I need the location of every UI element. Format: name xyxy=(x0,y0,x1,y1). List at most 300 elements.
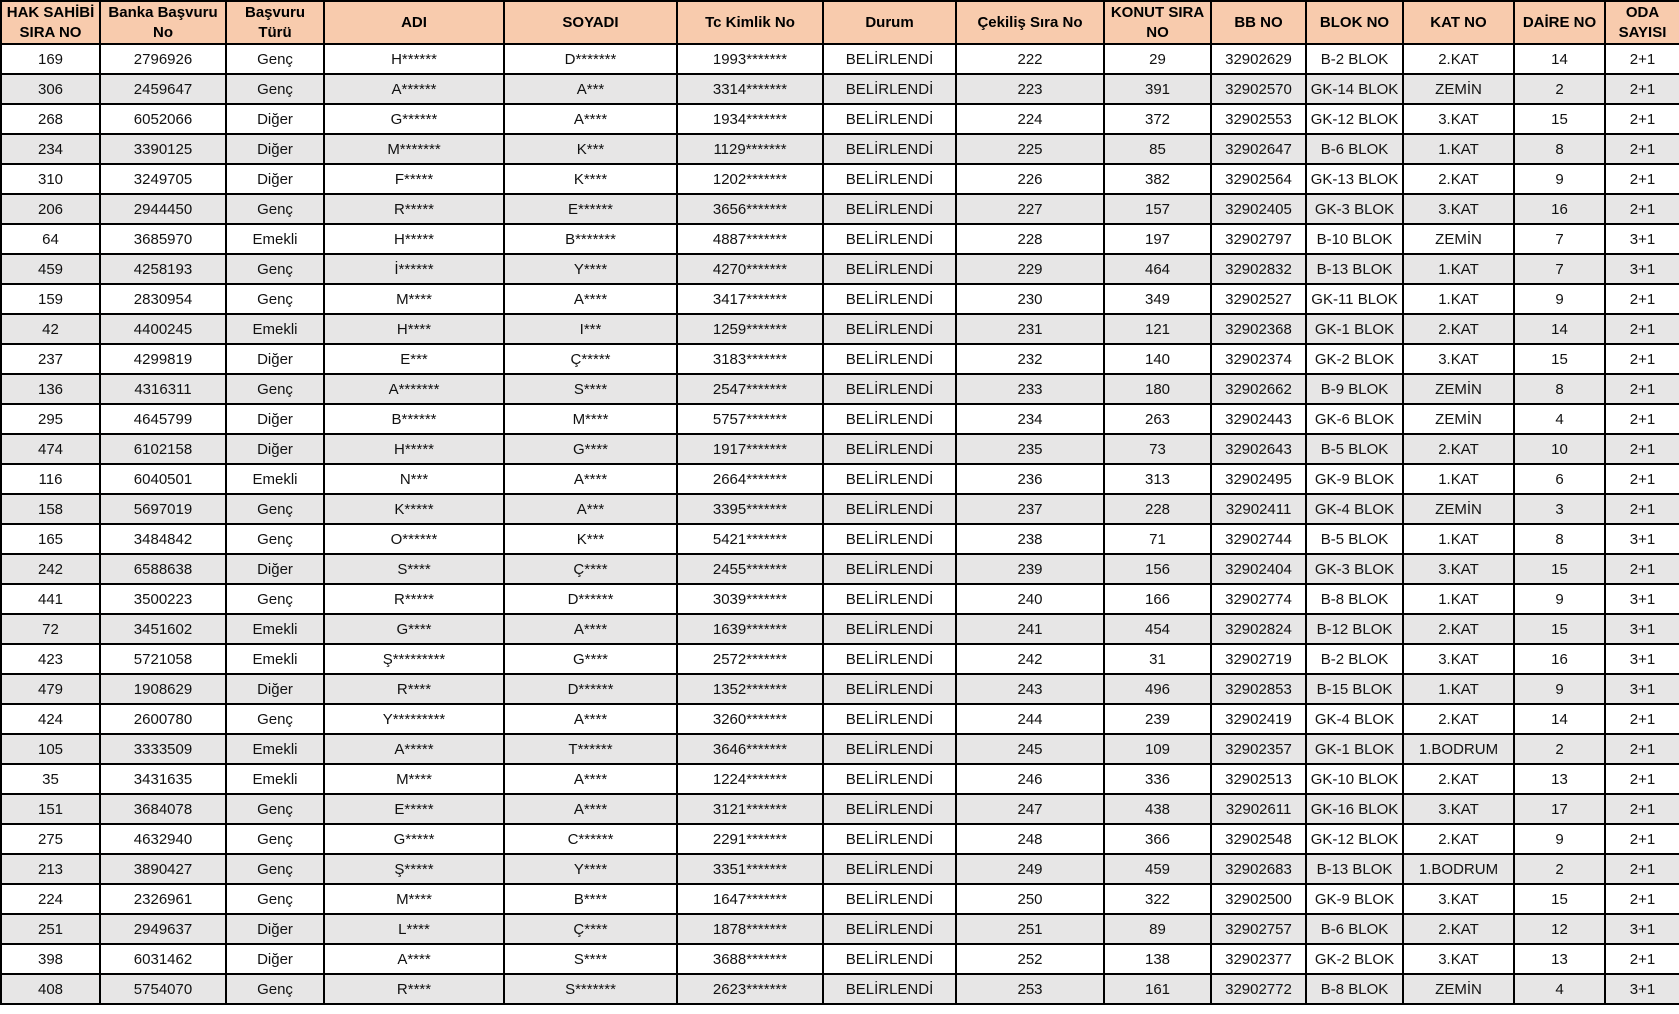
cell-bb[interactable]: 32902495 xyxy=(1211,464,1306,494)
cell-soyadi[interactable]: A*** xyxy=(504,74,677,104)
cell-tc[interactable]: 1917******* xyxy=(677,434,823,464)
cell-durum[interactable]: BELİRLENDİ xyxy=(823,224,956,254)
cell-daire[interactable]: 2 xyxy=(1514,854,1605,884)
cell-cekilis[interactable]: 223 xyxy=(956,74,1104,104)
cell-daire[interactable]: 9 xyxy=(1514,674,1605,704)
cell-kat[interactable]: ZEMİN xyxy=(1403,74,1514,104)
cell-soyadi[interactable]: K*** xyxy=(504,134,677,164)
cell-tur[interactable]: Genç xyxy=(226,374,324,404)
cell-adi[interactable]: H****** xyxy=(324,44,504,74)
cell-banka[interactable]: 6052066 xyxy=(100,104,226,134)
cell-daire[interactable]: 4 xyxy=(1514,404,1605,434)
cell-hak[interactable]: 213 xyxy=(1,854,100,884)
cell-cekilis[interactable]: 252 xyxy=(956,944,1104,974)
cell-bb[interactable]: 32902774 xyxy=(1211,584,1306,614)
cell-soyadi[interactable]: A**** xyxy=(504,464,677,494)
cell-kat[interactable]: 1.KAT xyxy=(1403,584,1514,614)
cell-adi[interactable]: G**** xyxy=(324,614,504,644)
cell-bb[interactable]: 32902683 xyxy=(1211,854,1306,884)
cell-tc[interactable]: 1259******* xyxy=(677,314,823,344)
cell-soyadi[interactable]: K*** xyxy=(504,524,677,554)
cell-tur[interactable]: Diğer xyxy=(226,104,324,134)
cell-adi[interactable]: M**** xyxy=(324,764,504,794)
cell-daire[interactable]: 8 xyxy=(1514,374,1605,404)
cell-oda[interactable]: 2+1 xyxy=(1605,554,1679,584)
cell-kat[interactable]: 1.BODRUM xyxy=(1403,734,1514,764)
cell-banka[interactable]: 6031462 xyxy=(100,944,226,974)
cell-konut[interactable]: 156 xyxy=(1104,554,1211,584)
cell-banka[interactable]: 4258193 xyxy=(100,254,226,284)
cell-soyadi[interactable]: A**** xyxy=(504,764,677,794)
cell-kat[interactable]: ZEMİN xyxy=(1403,494,1514,524)
cell-blok[interactable]: GK-12 BLOK xyxy=(1306,104,1403,134)
cell-cekilis[interactable]: 225 xyxy=(956,134,1104,164)
cell-oda[interactable]: 3+1 xyxy=(1605,524,1679,554)
cell-daire[interactable]: 9 xyxy=(1514,164,1605,194)
cell-blok[interactable]: B-9 BLOK xyxy=(1306,374,1403,404)
cell-daire[interactable]: 7 xyxy=(1514,254,1605,284)
cell-adi[interactable]: H***** xyxy=(324,224,504,254)
cell-tur[interactable]: Emekli xyxy=(226,464,324,494)
cell-tur[interactable]: Diğer xyxy=(226,164,324,194)
cell-banka[interactable]: 2944450 xyxy=(100,194,226,224)
cell-tc[interactable]: 3395******* xyxy=(677,494,823,524)
cell-tc[interactable]: 1993******* xyxy=(677,44,823,74)
cell-soyadi[interactable]: S**** xyxy=(504,374,677,404)
cell-konut[interactable]: 391 xyxy=(1104,74,1211,104)
cell-hak[interactable]: 424 xyxy=(1,704,100,734)
col-header-oda-sayisi[interactable]: ODA SAYISI xyxy=(1605,1,1679,44)
cell-blok[interactable]: B-5 BLOK xyxy=(1306,434,1403,464)
cell-durum[interactable]: BELİRLENDİ xyxy=(823,344,956,374)
cell-soyadi[interactable]: Y**** xyxy=(504,854,677,884)
cell-bb[interactable]: 32902757 xyxy=(1211,914,1306,944)
cell-blok[interactable]: GK-4 BLOK xyxy=(1306,494,1403,524)
cell-adi[interactable]: K***** xyxy=(324,494,504,524)
cell-bb[interactable]: 32902824 xyxy=(1211,614,1306,644)
cell-banka[interactable]: 5754070 xyxy=(100,974,226,1004)
col-header-basvuru-turu[interactable]: Başvuru Türü xyxy=(226,1,324,44)
cell-blok[interactable]: GK-4 BLOK xyxy=(1306,704,1403,734)
cell-blok[interactable]: B-15 BLOK xyxy=(1306,674,1403,704)
cell-banka[interactable]: 4400245 xyxy=(100,314,226,344)
cell-cekilis[interactable]: 241 xyxy=(956,614,1104,644)
cell-durum[interactable]: BELİRLENDİ xyxy=(823,524,956,554)
cell-daire[interactable]: 7 xyxy=(1514,224,1605,254)
cell-durum[interactable]: BELİRLENDİ xyxy=(823,104,956,134)
cell-kat[interactable]: 2.KAT xyxy=(1403,614,1514,644)
cell-blok[interactable]: B-13 BLOK xyxy=(1306,254,1403,284)
cell-adi[interactable]: E*** xyxy=(324,344,504,374)
cell-tc[interactable]: 3656******* xyxy=(677,194,823,224)
cell-durum[interactable]: BELİRLENDİ xyxy=(823,254,956,284)
cell-tur[interactable]: Genç xyxy=(226,494,324,524)
cell-kat[interactable]: 3.KAT xyxy=(1403,944,1514,974)
cell-adi[interactable]: G***** xyxy=(324,824,504,854)
cell-adi[interactable]: A**** xyxy=(324,944,504,974)
cell-soyadi[interactable]: A**** xyxy=(504,704,677,734)
cell-oda[interactable]: 2+1 xyxy=(1605,734,1679,764)
cell-tc[interactable]: 1129******* xyxy=(677,134,823,164)
cell-banka[interactable]: 4632940 xyxy=(100,824,226,854)
col-header-konut-sira-no[interactable]: KONUT SIRA NO xyxy=(1104,1,1211,44)
cell-soyadi[interactable]: D****** xyxy=(504,584,677,614)
cell-banka[interactable]: 6588638 xyxy=(100,554,226,584)
cell-kat[interactable]: 1.KAT xyxy=(1403,464,1514,494)
cell-tur[interactable]: Diğer xyxy=(226,554,324,584)
cell-cekilis[interactable]: 231 xyxy=(956,314,1104,344)
cell-daire[interactable]: 15 xyxy=(1514,344,1605,374)
cell-oda[interactable]: 2+1 xyxy=(1605,434,1679,464)
cell-tc[interactable]: 3314******* xyxy=(677,74,823,104)
cell-bb[interactable]: 32902527 xyxy=(1211,284,1306,314)
cell-oda[interactable]: 2+1 xyxy=(1605,884,1679,914)
cell-konut[interactable]: 197 xyxy=(1104,224,1211,254)
cell-blok[interactable]: GK-13 BLOK xyxy=(1306,164,1403,194)
cell-tc[interactable]: 1878******* xyxy=(677,914,823,944)
cell-durum[interactable]: BELİRLENDİ xyxy=(823,974,956,1004)
cell-oda[interactable]: 2+1 xyxy=(1605,494,1679,524)
cell-konut[interactable]: 73 xyxy=(1104,434,1211,464)
cell-tur[interactable]: Diğer xyxy=(226,674,324,704)
cell-banka[interactable]: 2949637 xyxy=(100,914,226,944)
cell-bb[interactable]: 32902548 xyxy=(1211,824,1306,854)
cell-cekilis[interactable]: 243 xyxy=(956,674,1104,704)
cell-kat[interactable]: 3.KAT xyxy=(1403,194,1514,224)
cell-hak[interactable]: 136 xyxy=(1,374,100,404)
cell-daire[interactable]: 8 xyxy=(1514,524,1605,554)
cell-tur[interactable]: Genç xyxy=(226,884,324,914)
cell-tur[interactable]: Genç xyxy=(226,584,324,614)
cell-cekilis[interactable]: 222 xyxy=(956,44,1104,74)
cell-durum[interactable]: BELİRLENDİ xyxy=(823,794,956,824)
cell-bb[interactable]: 32902564 xyxy=(1211,164,1306,194)
cell-cekilis[interactable]: 232 xyxy=(956,344,1104,374)
cell-tur[interactable]: Genç xyxy=(226,254,324,284)
cell-tc[interactable]: 3260******* xyxy=(677,704,823,734)
cell-adi[interactable]: H**** xyxy=(324,314,504,344)
cell-cekilis[interactable]: 237 xyxy=(956,494,1104,524)
cell-tur[interactable]: Genç xyxy=(226,44,324,74)
col-header-daire-no[interactable]: DAİRE NO xyxy=(1514,1,1605,44)
cell-durum[interactable]: BELİRLENDİ xyxy=(823,194,956,224)
cell-konut[interactable]: 464 xyxy=(1104,254,1211,284)
cell-kat[interactable]: 2.KAT xyxy=(1403,914,1514,944)
cell-konut[interactable]: 166 xyxy=(1104,584,1211,614)
cell-tc[interactable]: 5421******* xyxy=(677,524,823,554)
cell-bb[interactable]: 32902419 xyxy=(1211,704,1306,734)
cell-oda[interactable]: 3+1 xyxy=(1605,644,1679,674)
cell-blok[interactable]: GK-3 BLOK xyxy=(1306,194,1403,224)
cell-blok[interactable]: B-6 BLOK xyxy=(1306,134,1403,164)
cell-daire[interactable]: 9 xyxy=(1514,824,1605,854)
cell-cekilis[interactable]: 227 xyxy=(956,194,1104,224)
cell-tc[interactable]: 1934******* xyxy=(677,104,823,134)
cell-bb[interactable]: 32902744 xyxy=(1211,524,1306,554)
cell-daire[interactable]: 17 xyxy=(1514,794,1605,824)
cell-durum[interactable]: BELİRLENDİ xyxy=(823,134,956,164)
cell-soyadi[interactable]: G**** xyxy=(504,644,677,674)
cell-adi[interactable]: R***** xyxy=(324,584,504,614)
cell-soyadi[interactable]: B******* xyxy=(504,224,677,254)
cell-oda[interactable]: 2+1 xyxy=(1605,194,1679,224)
cell-blok[interactable]: B-6 BLOK xyxy=(1306,914,1403,944)
cell-konut[interactable]: 336 xyxy=(1104,764,1211,794)
cell-oda[interactable]: 2+1 xyxy=(1605,134,1679,164)
cell-kat[interactable]: ZEMİN xyxy=(1403,974,1514,1004)
cell-tc[interactable]: 2455******* xyxy=(677,554,823,584)
cell-oda[interactable]: 3+1 xyxy=(1605,974,1679,1004)
cell-daire[interactable]: 3 xyxy=(1514,494,1605,524)
cell-tc[interactable]: 3121******* xyxy=(677,794,823,824)
cell-daire[interactable]: 10 xyxy=(1514,434,1605,464)
cell-soyadi[interactable]: E****** xyxy=(504,194,677,224)
cell-daire[interactable]: 9 xyxy=(1514,284,1605,314)
cell-kat[interactable]: 3.KAT xyxy=(1403,554,1514,584)
cell-banka[interactable]: 2459647 xyxy=(100,74,226,104)
cell-oda[interactable]: 2+1 xyxy=(1605,854,1679,884)
cell-durum[interactable]: BELİRLENDİ xyxy=(823,674,956,704)
cell-cekilis[interactable]: 242 xyxy=(956,644,1104,674)
cell-konut[interactable]: 459 xyxy=(1104,854,1211,884)
cell-bb[interactable]: 32902443 xyxy=(1211,404,1306,434)
cell-tur[interactable]: Genç xyxy=(226,194,324,224)
cell-tc[interactable]: 3039******* xyxy=(677,584,823,614)
cell-blok[interactable]: GK-6 BLOK xyxy=(1306,404,1403,434)
cell-daire[interactable]: 8 xyxy=(1514,134,1605,164)
cell-blok[interactable]: B-8 BLOK xyxy=(1306,584,1403,614)
cell-soyadi[interactable]: Ç**** xyxy=(504,554,677,584)
cell-banka[interactable]: 1908629 xyxy=(100,674,226,704)
cell-oda[interactable]: 3+1 xyxy=(1605,254,1679,284)
cell-cekilis[interactable]: 228 xyxy=(956,224,1104,254)
cell-bb[interactable]: 32902647 xyxy=(1211,134,1306,164)
cell-banka[interactable]: 2830954 xyxy=(100,284,226,314)
cell-kat[interactable]: 1.KAT xyxy=(1403,254,1514,284)
cell-tur[interactable]: Emekli xyxy=(226,224,324,254)
cell-oda[interactable]: 2+1 xyxy=(1605,104,1679,134)
cell-durum[interactable]: BELİRLENDİ xyxy=(823,44,956,74)
col-header-bb-no[interactable]: BB NO xyxy=(1211,1,1306,44)
cell-oda[interactable]: 2+1 xyxy=(1605,164,1679,194)
cell-oda[interactable]: 2+1 xyxy=(1605,764,1679,794)
cell-konut[interactable]: 366 xyxy=(1104,824,1211,854)
col-header-banka-basvuru-no[interactable]: Banka Başvuru No xyxy=(100,1,226,44)
cell-durum[interactable]: BELİRLENDİ xyxy=(823,554,956,584)
cell-tc[interactable]: 1639******* xyxy=(677,614,823,644)
cell-konut[interactable]: 121 xyxy=(1104,314,1211,344)
cell-konut[interactable]: 313 xyxy=(1104,464,1211,494)
cell-bb[interactable]: 32902553 xyxy=(1211,104,1306,134)
cell-tur[interactable]: Diğer xyxy=(226,134,324,164)
cell-kat[interactable]: 2.KAT xyxy=(1403,434,1514,464)
cell-banka[interactable]: 3333509 xyxy=(100,734,226,764)
cell-oda[interactable]: 2+1 xyxy=(1605,284,1679,314)
cell-hak[interactable]: 310 xyxy=(1,164,100,194)
cell-konut[interactable]: 382 xyxy=(1104,164,1211,194)
cell-daire[interactable]: 15 xyxy=(1514,104,1605,134)
cell-tur[interactable]: Emekli xyxy=(226,764,324,794)
cell-blok[interactable]: B-5 BLOK xyxy=(1306,524,1403,554)
cell-adi[interactable]: M**** xyxy=(324,884,504,914)
cell-soyadi[interactable]: T****** xyxy=(504,734,677,764)
cell-durum[interactable]: BELİRLENDİ xyxy=(823,404,956,434)
col-header-blok-no[interactable]: BLOK NO xyxy=(1306,1,1403,44)
cell-daire[interactable]: 2 xyxy=(1514,74,1605,104)
cell-hak[interactable]: 72 xyxy=(1,614,100,644)
cell-konut[interactable]: 349 xyxy=(1104,284,1211,314)
cell-bb[interactable]: 32902405 xyxy=(1211,194,1306,224)
cell-durum[interactable]: BELİRLENDİ xyxy=(823,944,956,974)
cell-oda[interactable]: 2+1 xyxy=(1605,824,1679,854)
cell-durum[interactable]: BELİRLENDİ xyxy=(823,914,956,944)
cell-kat[interactable]: 2.KAT xyxy=(1403,764,1514,794)
cell-cekilis[interactable]: 234 xyxy=(956,404,1104,434)
cell-kat[interactable]: 3.KAT xyxy=(1403,884,1514,914)
cell-hak[interactable]: 234 xyxy=(1,134,100,164)
cell-tc[interactable]: 2664******* xyxy=(677,464,823,494)
cell-cekilis[interactable]: 246 xyxy=(956,764,1104,794)
cell-tur[interactable]: Emekli xyxy=(226,314,324,344)
cell-bb[interactable]: 32902662 xyxy=(1211,374,1306,404)
cell-tur[interactable]: Genç xyxy=(226,74,324,104)
cell-banka[interactable]: 3684078 xyxy=(100,794,226,824)
cell-cekilis[interactable]: 251 xyxy=(956,914,1104,944)
cell-konut[interactable]: 263 xyxy=(1104,404,1211,434)
cell-kat[interactable]: ZEMİN xyxy=(1403,374,1514,404)
cell-blok[interactable]: GK-11 BLOK xyxy=(1306,284,1403,314)
cell-soyadi[interactable]: A*** xyxy=(504,494,677,524)
cell-bb[interactable]: 32902377 xyxy=(1211,944,1306,974)
cell-daire[interactable]: 14 xyxy=(1514,44,1605,74)
cell-daire[interactable]: 16 xyxy=(1514,644,1605,674)
cell-blok[interactable]: GK-9 BLOK xyxy=(1306,464,1403,494)
cell-tc[interactable]: 1352******* xyxy=(677,674,823,704)
cell-durum[interactable]: BELİRLENDİ xyxy=(823,854,956,884)
cell-konut[interactable]: 161 xyxy=(1104,974,1211,1004)
cell-hak[interactable]: 35 xyxy=(1,764,100,794)
cell-daire[interactable]: 15 xyxy=(1514,614,1605,644)
cell-bb[interactable]: 32902611 xyxy=(1211,794,1306,824)
cell-konut[interactable]: 138 xyxy=(1104,944,1211,974)
cell-tur[interactable]: Genç xyxy=(226,284,324,314)
cell-cekilis[interactable]: 249 xyxy=(956,854,1104,884)
cell-blok[interactable]: GK-16 BLOK xyxy=(1306,794,1403,824)
cell-durum[interactable]: BELİRLENDİ xyxy=(823,314,956,344)
cell-bb[interactable]: 32902629 xyxy=(1211,44,1306,74)
cell-tur[interactable]: Diğer xyxy=(226,434,324,464)
cell-konut[interactable]: 109 xyxy=(1104,734,1211,764)
cell-cekilis[interactable]: 253 xyxy=(956,974,1104,1004)
cell-adi[interactable]: S**** xyxy=(324,554,504,584)
cell-tc[interactable]: 4887******* xyxy=(677,224,823,254)
cell-cekilis[interactable]: 250 xyxy=(956,884,1104,914)
cell-banka[interactable]: 4316311 xyxy=(100,374,226,404)
cell-oda[interactable]: 3+1 xyxy=(1605,614,1679,644)
cell-cekilis[interactable]: 229 xyxy=(956,254,1104,284)
cell-tur[interactable]: Diğer xyxy=(226,344,324,374)
cell-hak[interactable]: 206 xyxy=(1,194,100,224)
cell-durum[interactable]: BELİRLENDİ xyxy=(823,74,956,104)
cell-konut[interactable]: 322 xyxy=(1104,884,1211,914)
cell-daire[interactable]: 6 xyxy=(1514,464,1605,494)
cell-cekilis[interactable]: 226 xyxy=(956,164,1104,194)
cell-hak[interactable]: 237 xyxy=(1,344,100,374)
cell-konut[interactable]: 29 xyxy=(1104,44,1211,74)
cell-oda[interactable]: 2+1 xyxy=(1605,74,1679,104)
cell-daire[interactable]: 14 xyxy=(1514,704,1605,734)
cell-adi[interactable]: A******* xyxy=(324,374,504,404)
cell-tc[interactable]: 3417******* xyxy=(677,284,823,314)
cell-oda[interactable]: 3+1 xyxy=(1605,224,1679,254)
cell-oda[interactable]: 2+1 xyxy=(1605,704,1679,734)
cell-daire[interactable]: 2 xyxy=(1514,734,1605,764)
cell-blok[interactable]: GK-10 BLOK xyxy=(1306,764,1403,794)
cell-daire[interactable]: 15 xyxy=(1514,554,1605,584)
cell-tur[interactable]: Genç xyxy=(226,704,324,734)
cell-adi[interactable]: E***** xyxy=(324,794,504,824)
cell-tur[interactable]: Emekli xyxy=(226,614,324,644)
cell-oda[interactable]: 3+1 xyxy=(1605,914,1679,944)
cell-banka[interactable]: 5721058 xyxy=(100,644,226,674)
cell-oda[interactable]: 2+1 xyxy=(1605,44,1679,74)
cell-bb[interactable]: 32902368 xyxy=(1211,314,1306,344)
cell-bb[interactable]: 32902374 xyxy=(1211,344,1306,374)
cell-cekilis[interactable]: 230 xyxy=(956,284,1104,314)
cell-durum[interactable]: BELİRLENDİ xyxy=(823,284,956,314)
cell-cekilis[interactable]: 235 xyxy=(956,434,1104,464)
cell-kat[interactable]: 2.KAT xyxy=(1403,314,1514,344)
cell-soyadi[interactable]: C****** xyxy=(504,824,677,854)
cell-daire[interactable]: 12 xyxy=(1514,914,1605,944)
cell-konut[interactable]: 31 xyxy=(1104,644,1211,674)
cell-hak[interactable]: 159 xyxy=(1,284,100,314)
cell-tc[interactable]: 2547******* xyxy=(677,374,823,404)
cell-banka[interactable]: 4299819 xyxy=(100,344,226,374)
cell-adi[interactable]: İ****** xyxy=(324,254,504,284)
cell-banka[interactable]: 4645799 xyxy=(100,404,226,434)
cell-bb[interactable]: 32902643 xyxy=(1211,434,1306,464)
cell-daire[interactable]: 4 xyxy=(1514,974,1605,1004)
cell-tur[interactable]: Emekli xyxy=(226,734,324,764)
cell-hak[interactable]: 398 xyxy=(1,944,100,974)
cell-adi[interactable]: A****** xyxy=(324,74,504,104)
cell-daire[interactable]: 13 xyxy=(1514,944,1605,974)
cell-cekilis[interactable]: 245 xyxy=(956,734,1104,764)
cell-oda[interactable]: 2+1 xyxy=(1605,404,1679,434)
cell-oda[interactable]: 2+1 xyxy=(1605,344,1679,374)
cell-adi[interactable]: M******* xyxy=(324,134,504,164)
cell-soyadi[interactable]: K**** xyxy=(504,164,677,194)
col-header-adi[interactable]: ADI xyxy=(324,1,504,44)
cell-daire[interactable]: 16 xyxy=(1514,194,1605,224)
cell-bb[interactable]: 32902570 xyxy=(1211,74,1306,104)
cell-oda[interactable]: 3+1 xyxy=(1605,674,1679,704)
cell-tc[interactable]: 4270******* xyxy=(677,254,823,284)
cell-tc[interactable]: 3351******* xyxy=(677,854,823,884)
cell-blok[interactable]: GK-3 BLOK xyxy=(1306,554,1403,584)
cell-tc[interactable]: 1647******* xyxy=(677,884,823,914)
cell-hak[interactable]: 169 xyxy=(1,44,100,74)
cell-konut[interactable]: 438 xyxy=(1104,794,1211,824)
cell-blok[interactable]: GK-14 BLOK xyxy=(1306,74,1403,104)
col-header-soyadi[interactable]: SOYADI xyxy=(504,1,677,44)
cell-hak[interactable]: 105 xyxy=(1,734,100,764)
cell-konut[interactable]: 71 xyxy=(1104,524,1211,554)
cell-tur[interactable]: Genç xyxy=(226,794,324,824)
cell-daire[interactable]: 14 xyxy=(1514,314,1605,344)
cell-soyadi[interactable]: S******* xyxy=(504,974,677,1004)
